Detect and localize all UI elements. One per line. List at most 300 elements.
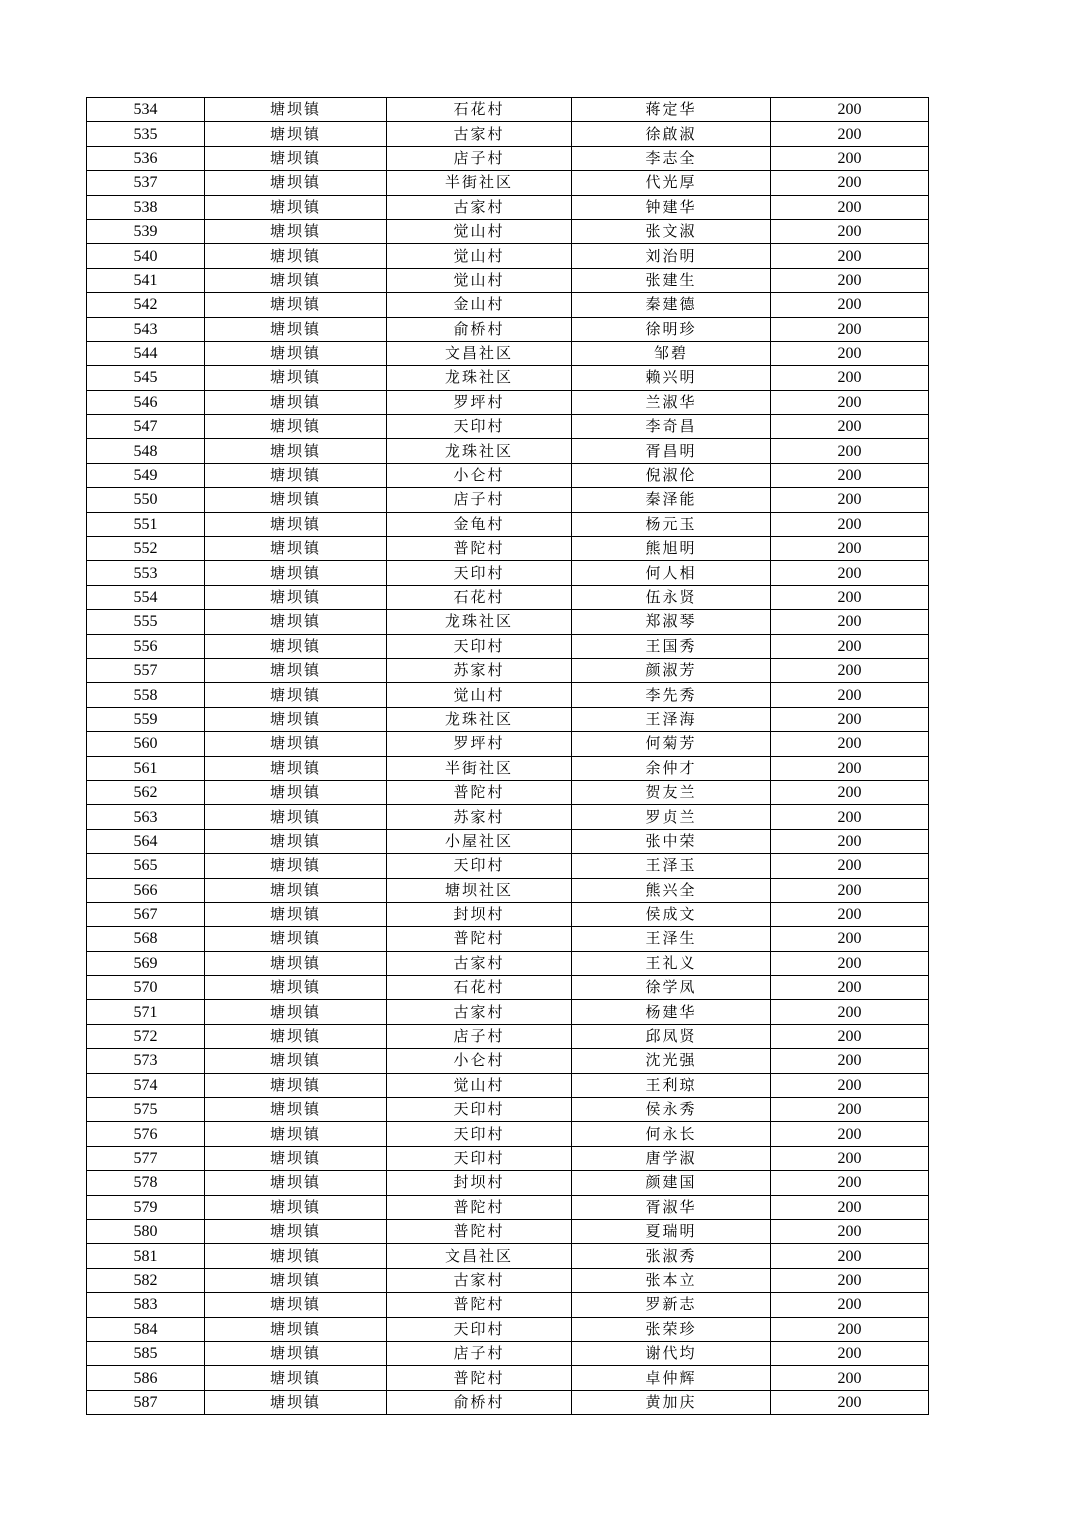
village-cell: 普陀村 (387, 1366, 572, 1390)
row-number-cell: 576 (87, 1122, 205, 1146)
name-cell: 罗新志 (572, 1293, 771, 1317)
row-number-cell: 566 (87, 878, 205, 902)
table-row (87, 317, 929, 341)
village-cell: 天印村 (387, 1098, 572, 1122)
amount-cell: 200 (771, 341, 929, 365)
amount-cell: 200 (771, 1000, 929, 1024)
name-cell: 邹碧 (572, 341, 771, 365)
amount-cell: 200 (771, 610, 929, 634)
name-cell: 唐学淑 (572, 1146, 771, 1170)
table-row (87, 683, 929, 707)
village-cell: 天印村 (387, 561, 572, 585)
row-number-cell: 577 (87, 1146, 205, 1170)
name-cell: 邱凤贤 (572, 1024, 771, 1048)
row-number-cell: 552 (87, 537, 205, 561)
name-cell: 李志全 (572, 146, 771, 170)
amount-cell: 200 (771, 732, 929, 756)
town-cell: 塘坝镇 (205, 951, 387, 975)
row-number-cell: 572 (87, 1024, 205, 1048)
name-cell: 张建生 (572, 268, 771, 292)
table-row (87, 1024, 929, 1048)
table-row (87, 98, 929, 122)
row-number-cell: 555 (87, 610, 205, 634)
town-cell: 塘坝镇 (205, 829, 387, 853)
table-row (87, 854, 929, 878)
town-cell: 塘坝镇 (205, 1146, 387, 1170)
village-cell: 天印村 (387, 1122, 572, 1146)
row-number-cell: 554 (87, 585, 205, 609)
village-cell: 龙珠社区 (387, 610, 572, 634)
amount-cell: 200 (771, 1219, 929, 1243)
town-cell: 塘坝镇 (205, 195, 387, 219)
name-cell: 卓仲辉 (572, 1366, 771, 1390)
town-cell: 塘坝镇 (205, 976, 387, 1000)
name-cell: 熊旭明 (572, 537, 771, 561)
town-cell: 塘坝镇 (205, 634, 387, 658)
town-cell: 塘坝镇 (205, 439, 387, 463)
town-cell: 塘坝镇 (205, 1293, 387, 1317)
name-cell: 熊兴全 (572, 878, 771, 902)
name-cell: 张淑秀 (572, 1244, 771, 1268)
table-row (87, 244, 929, 268)
table-row (87, 122, 929, 146)
table-row (87, 1317, 929, 1341)
row-number-cell: 569 (87, 951, 205, 975)
amount-cell: 200 (771, 805, 929, 829)
table-row (87, 293, 929, 317)
town-cell: 塘坝镇 (205, 854, 387, 878)
table-row (87, 707, 929, 731)
row-number-cell: 571 (87, 1000, 205, 1024)
village-cell: 店子村 (387, 1024, 572, 1048)
row-number-cell: 557 (87, 658, 205, 682)
row-number-cell: 575 (87, 1098, 205, 1122)
amount-cell: 200 (771, 854, 929, 878)
town-cell: 塘坝镇 (205, 341, 387, 365)
amount-cell: 200 (771, 1024, 929, 1048)
table-row (87, 634, 929, 658)
village-cell: 石花村 (387, 976, 572, 1000)
table-row (87, 1000, 929, 1024)
village-cell: 店子村 (387, 488, 572, 512)
name-cell: 王泽海 (572, 707, 771, 731)
amount-cell: 200 (771, 1122, 929, 1146)
row-number-cell: 536 (87, 146, 205, 170)
table-row (87, 1219, 929, 1243)
village-cell: 天印村 (387, 415, 572, 439)
amount-cell: 200 (771, 951, 929, 975)
amount-cell: 200 (771, 658, 929, 682)
amount-cell: 200 (771, 1317, 929, 1341)
amount-cell: 200 (771, 1146, 929, 1170)
row-number-cell: 584 (87, 1317, 205, 1341)
amount-cell: 200 (771, 390, 929, 414)
town-cell: 塘坝镇 (205, 610, 387, 634)
amount-cell: 200 (771, 780, 929, 804)
village-cell: 金龟村 (387, 512, 572, 536)
name-cell: 王泽生 (572, 927, 771, 951)
amount-cell: 200 (771, 1390, 929, 1414)
row-number-cell: 587 (87, 1390, 205, 1414)
village-cell: 龙珠社区 (387, 707, 572, 731)
row-number-cell: 562 (87, 780, 205, 804)
town-cell: 塘坝镇 (205, 780, 387, 804)
town-cell: 塘坝镇 (205, 293, 387, 317)
table-row (87, 1171, 929, 1195)
amount-cell: 200 (771, 1098, 929, 1122)
row-number-cell: 556 (87, 634, 205, 658)
name-cell: 贺友兰 (572, 780, 771, 804)
row-number-cell: 580 (87, 1219, 205, 1243)
village-cell: 古家村 (387, 1268, 572, 1292)
name-cell: 颜建国 (572, 1171, 771, 1195)
amount-cell: 200 (771, 1341, 929, 1365)
name-cell: 李奇昌 (572, 415, 771, 439)
name-cell: 张文淑 (572, 219, 771, 243)
name-cell: 伍永贤 (572, 585, 771, 609)
table-row (87, 658, 929, 682)
village-cell: 俞桥村 (387, 1390, 572, 1414)
amount-cell: 200 (771, 561, 929, 585)
name-cell: 谢代均 (572, 1341, 771, 1365)
amount-cell: 200 (771, 317, 929, 341)
amount-cell: 200 (771, 219, 929, 243)
amount-cell: 200 (771, 98, 929, 122)
name-cell: 王礼义 (572, 951, 771, 975)
row-number-cell: 534 (87, 98, 205, 122)
table-row (87, 976, 929, 1000)
town-cell: 塘坝镇 (205, 585, 387, 609)
table-row (87, 1073, 929, 1097)
town-cell: 塘坝镇 (205, 683, 387, 707)
table-row (87, 756, 929, 780)
row-number-cell: 537 (87, 171, 205, 195)
amount-cell: 200 (771, 1195, 929, 1219)
row-number-cell: 560 (87, 732, 205, 756)
town-cell: 塘坝镇 (205, 463, 387, 487)
table-row (87, 1098, 929, 1122)
row-number-cell: 582 (87, 1268, 205, 1292)
amount-cell: 200 (771, 1293, 929, 1317)
table-row (87, 390, 929, 414)
village-cell: 金山村 (387, 293, 572, 317)
town-cell: 塘坝镇 (205, 1244, 387, 1268)
town-cell: 塘坝镇 (205, 1098, 387, 1122)
town-cell: 塘坝镇 (205, 1073, 387, 1097)
name-cell: 胥昌明 (572, 439, 771, 463)
name-cell: 徐明珍 (572, 317, 771, 341)
table-row (87, 902, 929, 926)
amount-cell: 200 (771, 268, 929, 292)
village-cell: 普陀村 (387, 537, 572, 561)
village-cell: 普陀村 (387, 1293, 572, 1317)
row-number-cell: 540 (87, 244, 205, 268)
amount-cell: 200 (771, 122, 929, 146)
town-cell: 塘坝镇 (205, 707, 387, 731)
village-cell: 普陀村 (387, 927, 572, 951)
name-cell: 郑淑琴 (572, 610, 771, 634)
row-number-cell: 535 (87, 122, 205, 146)
town-cell: 塘坝镇 (205, 1341, 387, 1365)
village-cell: 店子村 (387, 1341, 572, 1365)
village-cell: 封坝村 (387, 1171, 572, 1195)
row-number-cell: 550 (87, 488, 205, 512)
amount-cell: 200 (771, 415, 929, 439)
amount-cell: 200 (771, 707, 929, 731)
row-number-cell: 581 (87, 1244, 205, 1268)
table-row (87, 488, 929, 512)
table-row (87, 1341, 929, 1365)
town-cell: 塘坝镇 (205, 268, 387, 292)
village-cell: 龙珠社区 (387, 439, 572, 463)
amount-cell: 200 (771, 1073, 929, 1097)
name-cell: 侯成文 (572, 902, 771, 926)
name-cell: 夏瑞明 (572, 1219, 771, 1243)
town-cell: 塘坝镇 (205, 122, 387, 146)
amount-cell: 200 (771, 878, 929, 902)
village-cell: 古家村 (387, 951, 572, 975)
row-number-cell: 565 (87, 854, 205, 878)
row-number-cell: 538 (87, 195, 205, 219)
town-cell: 塘坝镇 (205, 561, 387, 585)
table-row (87, 927, 929, 951)
name-cell: 赖兴明 (572, 366, 771, 390)
town-cell: 塘坝镇 (205, 1317, 387, 1341)
name-cell: 代光厚 (572, 171, 771, 195)
name-cell: 余仲才 (572, 756, 771, 780)
table-row (87, 585, 929, 609)
name-cell: 张荣珍 (572, 1317, 771, 1341)
village-cell: 普陀村 (387, 1219, 572, 1243)
village-cell: 天印村 (387, 1146, 572, 1170)
amount-cell: 200 (771, 171, 929, 195)
row-number-cell: 553 (87, 561, 205, 585)
table-row (87, 829, 929, 853)
roster-table (86, 97, 929, 1415)
village-cell: 小仑村 (387, 463, 572, 487)
name-cell: 王国秀 (572, 634, 771, 658)
row-number-cell: 579 (87, 1195, 205, 1219)
table-row (87, 268, 929, 292)
row-number-cell: 546 (87, 390, 205, 414)
row-number-cell: 545 (87, 366, 205, 390)
town-cell: 塘坝镇 (205, 219, 387, 243)
town-cell: 塘坝镇 (205, 902, 387, 926)
town-cell: 塘坝镇 (205, 98, 387, 122)
town-cell: 塘坝镇 (205, 1195, 387, 1219)
village-cell: 觉山村 (387, 1073, 572, 1097)
row-number-cell: 539 (87, 219, 205, 243)
town-cell: 塘坝镇 (205, 732, 387, 756)
name-cell: 沈光强 (572, 1049, 771, 1073)
town-cell: 塘坝镇 (205, 366, 387, 390)
row-number-cell: 585 (87, 1341, 205, 1365)
village-cell: 觉山村 (387, 268, 572, 292)
village-cell: 古家村 (387, 195, 572, 219)
amount-cell: 200 (771, 537, 929, 561)
name-cell: 何菊芳 (572, 732, 771, 756)
amount-cell: 200 (771, 829, 929, 853)
amount-cell: 200 (771, 1244, 929, 1268)
table-row (87, 439, 929, 463)
row-number-cell: 551 (87, 512, 205, 536)
name-cell: 秦泽能 (572, 488, 771, 512)
village-cell: 苏家村 (387, 658, 572, 682)
name-cell: 倪淑伦 (572, 463, 771, 487)
town-cell: 塘坝镇 (205, 537, 387, 561)
town-cell: 塘坝镇 (205, 805, 387, 829)
name-cell: 黄加庆 (572, 1390, 771, 1414)
name-cell: 罗贞兰 (572, 805, 771, 829)
amount-cell: 200 (771, 293, 929, 317)
table-row (87, 463, 929, 487)
amount-cell: 200 (771, 902, 929, 926)
row-number-cell: 549 (87, 463, 205, 487)
table-row (87, 1122, 929, 1146)
name-cell: 徐啟淑 (572, 122, 771, 146)
town-cell: 塘坝镇 (205, 390, 387, 414)
village-cell: 小屋社区 (387, 829, 572, 853)
row-number-cell: 558 (87, 683, 205, 707)
amount-cell: 200 (771, 634, 929, 658)
village-cell: 天印村 (387, 1317, 572, 1341)
table-row (87, 805, 929, 829)
amount-cell: 200 (771, 683, 929, 707)
name-cell: 王泽玉 (572, 854, 771, 878)
town-cell: 塘坝镇 (205, 415, 387, 439)
amount-cell: 200 (771, 1268, 929, 1292)
amount-cell: 200 (771, 1049, 929, 1073)
row-number-cell: 563 (87, 805, 205, 829)
name-cell: 李先秀 (572, 683, 771, 707)
row-number-cell: 574 (87, 1073, 205, 1097)
name-cell: 张中荣 (572, 829, 771, 853)
name-cell: 杨建华 (572, 1000, 771, 1024)
town-cell: 塘坝镇 (205, 512, 387, 536)
row-number-cell: 568 (87, 927, 205, 951)
amount-cell: 200 (771, 463, 929, 487)
row-number-cell: 583 (87, 1293, 205, 1317)
table-row (87, 146, 929, 170)
row-number-cell: 578 (87, 1171, 205, 1195)
village-cell: 古家村 (387, 122, 572, 146)
town-cell: 塘坝镇 (205, 756, 387, 780)
table-row (87, 610, 929, 634)
table-row (87, 171, 929, 195)
amount-cell: 200 (771, 146, 929, 170)
village-cell: 封坝村 (387, 902, 572, 926)
table-row (87, 878, 929, 902)
name-cell: 蒋定华 (572, 98, 771, 122)
table-row (87, 1293, 929, 1317)
name-cell: 颜淑芳 (572, 658, 771, 682)
town-cell: 塘坝镇 (205, 1366, 387, 1390)
village-cell: 普陀村 (387, 1195, 572, 1219)
table-row (87, 561, 929, 585)
name-cell: 徐学凤 (572, 976, 771, 1000)
town-cell: 塘坝镇 (205, 927, 387, 951)
table-row (87, 951, 929, 975)
town-cell: 塘坝镇 (205, 317, 387, 341)
table-row (87, 1146, 929, 1170)
village-cell: 觉山村 (387, 683, 572, 707)
village-cell: 古家村 (387, 1000, 572, 1024)
amount-cell: 200 (771, 512, 929, 536)
amount-cell: 200 (771, 366, 929, 390)
village-cell: 店子村 (387, 146, 572, 170)
table-row (87, 1390, 929, 1414)
village-cell: 罗坪村 (387, 390, 572, 414)
row-number-cell: 544 (87, 341, 205, 365)
town-cell: 塘坝镇 (205, 1024, 387, 1048)
row-number-cell: 561 (87, 756, 205, 780)
name-cell: 何人相 (572, 561, 771, 585)
town-cell: 塘坝镇 (205, 1049, 387, 1073)
row-number-cell: 567 (87, 902, 205, 926)
amount-cell: 200 (771, 1366, 929, 1390)
amount-cell: 200 (771, 1171, 929, 1195)
village-cell: 罗坪村 (387, 732, 572, 756)
village-cell: 石花村 (387, 585, 572, 609)
amount-cell: 200 (771, 927, 929, 951)
village-cell: 塘坝社区 (387, 878, 572, 902)
amount-cell: 200 (771, 244, 929, 268)
town-cell: 塘坝镇 (205, 1122, 387, 1146)
table-row (87, 1366, 929, 1390)
name-cell: 张本立 (572, 1268, 771, 1292)
village-cell: 半街社区 (387, 756, 572, 780)
amount-cell: 200 (771, 756, 929, 780)
village-cell: 苏家村 (387, 805, 572, 829)
town-cell: 塘坝镇 (205, 1000, 387, 1024)
amount-cell: 200 (771, 439, 929, 463)
town-cell: 塘坝镇 (205, 1268, 387, 1292)
table-row (87, 512, 929, 536)
table-row (87, 415, 929, 439)
row-number-cell: 573 (87, 1049, 205, 1073)
row-number-cell: 542 (87, 293, 205, 317)
village-cell: 小仑村 (387, 1049, 572, 1073)
row-number-cell: 570 (87, 976, 205, 1000)
roster-table-body (87, 98, 929, 1415)
amount-cell: 200 (771, 976, 929, 1000)
town-cell: 塘坝镇 (205, 658, 387, 682)
table-row (87, 1268, 929, 1292)
amount-cell: 200 (771, 585, 929, 609)
town-cell: 塘坝镇 (205, 146, 387, 170)
row-number-cell: 559 (87, 707, 205, 731)
table-row (87, 341, 929, 365)
row-number-cell: 586 (87, 1366, 205, 1390)
amount-cell: 200 (771, 488, 929, 512)
town-cell: 塘坝镇 (205, 878, 387, 902)
name-cell: 兰淑华 (572, 390, 771, 414)
village-cell: 普陀村 (387, 780, 572, 804)
village-cell: 俞桥村 (387, 317, 572, 341)
name-cell: 刘治明 (572, 244, 771, 268)
village-cell: 觉山村 (387, 219, 572, 243)
village-cell: 龙珠社区 (387, 366, 572, 390)
row-number-cell: 541 (87, 268, 205, 292)
village-cell: 半街社区 (387, 171, 572, 195)
town-cell: 塘坝镇 (205, 1171, 387, 1195)
name-cell: 何永长 (572, 1122, 771, 1146)
row-number-cell: 564 (87, 829, 205, 853)
village-cell: 文昌社区 (387, 1244, 572, 1268)
village-cell: 文昌社区 (387, 341, 572, 365)
name-cell: 王利琼 (572, 1073, 771, 1097)
table-row (87, 219, 929, 243)
